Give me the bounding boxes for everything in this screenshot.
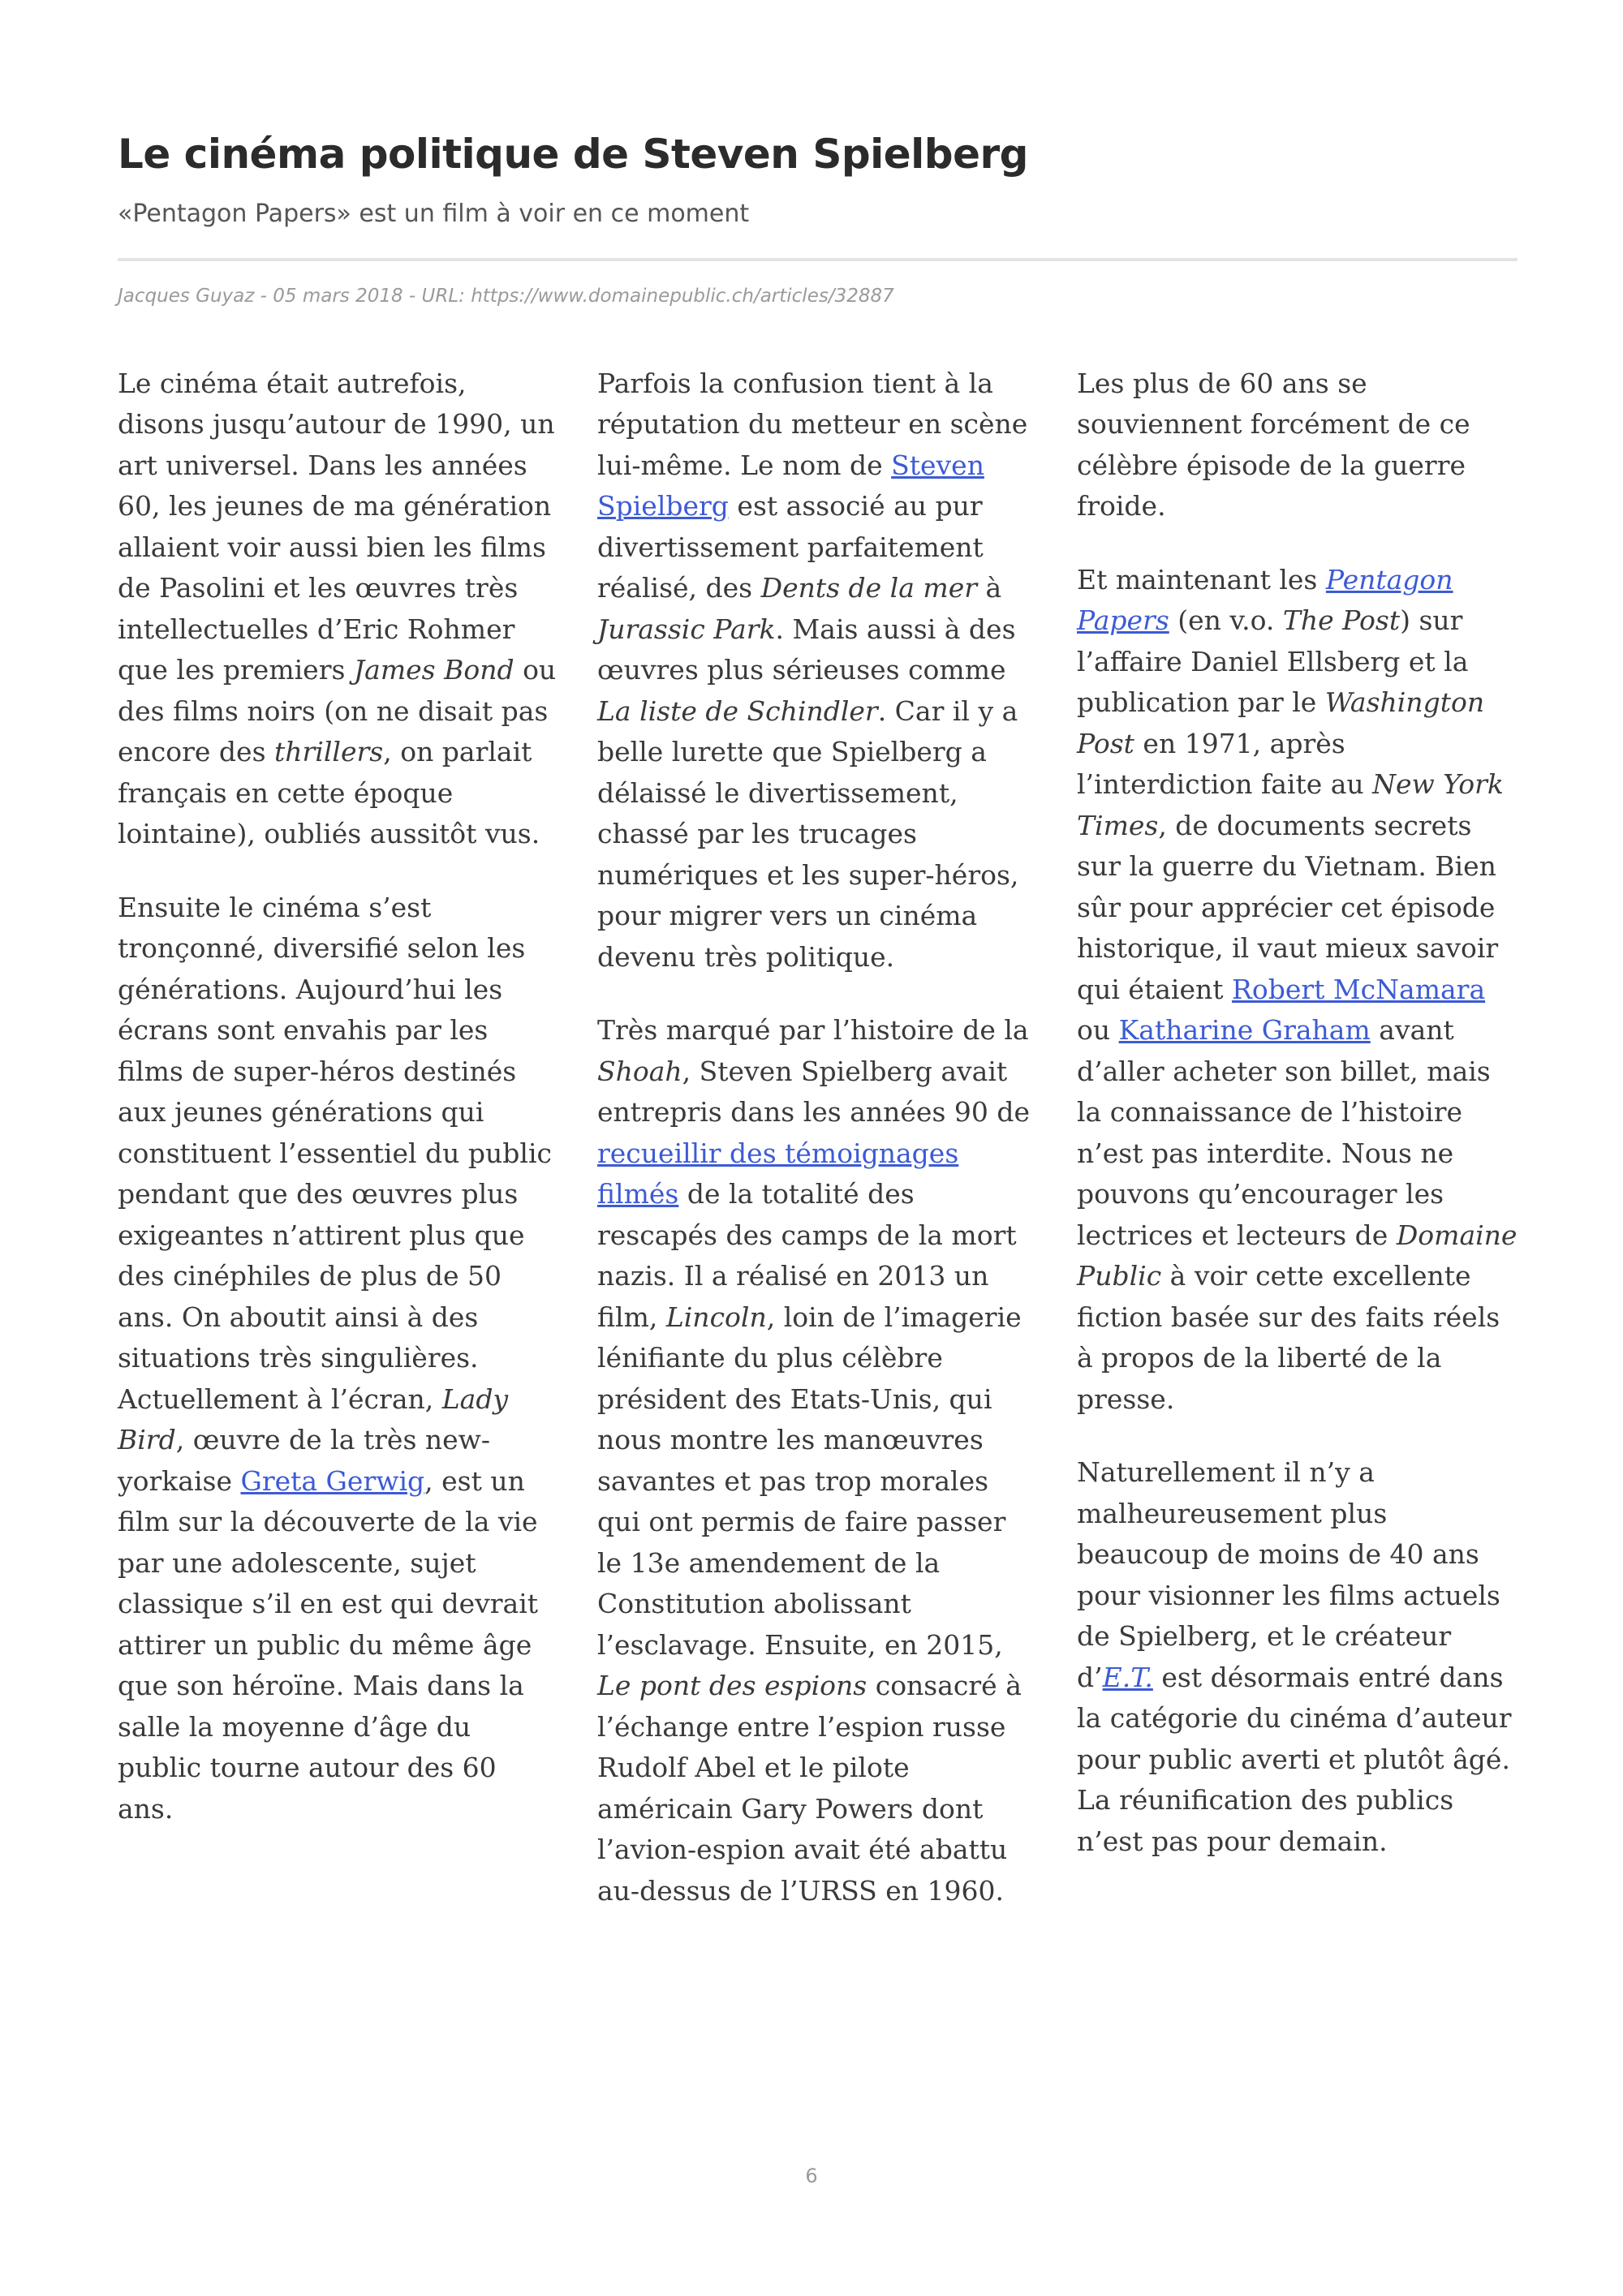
paragraph: Et maintenant les Pentagon Papers (en v.o. The Post) sur l’affaire Daniel Ellsberg et la publication par le Washington Post en 1971, après l’interdiction faite au New York Times, de documents secrets sur la guerre du Vietnam. Bien sûr pour apprécier cet épisode historique, il vaut mieux savoir qui étaient Robert McNamara ou Katharine Graham avant d’aller acheter son billet, mais la connaissance de l’histoire n’est pas interdite. Nous ne pouvons qu’encourager les lectrices et lecteurs de Domaine Public à voir cette excellente fiction basée sur des faits réels à propos de la liberté de la presse. xyxy=(1077,563,1518,1415)
divider xyxy=(118,258,1518,261)
paragraph: Parfois la confusion tient à la réputation du metteur en scène lui-même. Le nom de Steven Spielberg est associé au pur divertissement parfaitement réalisé, des Dents de la mer à Jurassic Park. Mais aussi à des œuvres plus sérieuses comme La liste de Schindler. Car il y a belle lurette que Spielberg a délaissé le divertissement, chassé par les trucages numériques et les super-héros, pour migrer vers un cinéma devenu très politique. xyxy=(597,367,1028,973)
link-steven-spielberg[interactable]: Steven Spielberg xyxy=(597,449,984,522)
link-katharine-graham[interactable]: Katharine Graham xyxy=(1118,1014,1371,1047)
paragraph: Ensuite le cinéma s’est tronçonné, diversifié selon les générations. Aujourd’hui les écrans sont envahis par les films de super-héros destinés aux jeunes générations qui constituent l’essentiel du public pendant que des œuvres plus exigeantes n’attirent plus que des cinéphiles de plus de 50 ans. On aboutit ainsi à des situations très singulières. Actuellement à l’écran, Lady Bird, œuvre de la très new-yorkaise Greta Gerwig, est un film sur la découverte de la vie par une adolescente, sujet classique s’il en est qui devrait attirer un public du même âge que son héroïne. Mais dans la salle la moyenne d’âge du public tourne autour des 60 ans. xyxy=(118,891,552,1825)
article-body xyxy=(118,363,1518,1945)
column-2 xyxy=(597,363,1038,1945)
paragraph: Naturellement il n’y a malheureusement plus beaucoup de moins de 40 ans pour visionner les films actuels de Spielberg, et le créateur d’E.T. est désormais entré dans la catégorie du cinéma d’auteur pour public averti et plutôt âgé. La réunification des publics n’est pas pour demain. xyxy=(1077,1456,1512,1857)
link-robert-mcnamara[interactable]: Robert McNamara xyxy=(1231,973,1486,1005)
article xyxy=(118,130,1518,1944)
page-number: 6 xyxy=(805,2165,818,2187)
paragraph: Les plus de 60 ans se souviennent forcément de ce célèbre épisode de la guerre froide. xyxy=(1077,367,1470,522)
column-3 xyxy=(1077,363,1518,1945)
link-greta-gerwig[interactable]: Greta Gerwig xyxy=(240,1464,425,1497)
paragraph: Le cinéma était autrefois, disons jusqu’autour de 1990, un art universel. Dans les années 60, les jeunes de ma génération allaient voir aussi bien les films de Pasolini et les œuvres très intellectuelles d’Eric Rohmer que les premiers James Bond ou des films noirs (on ne disait pas encore des thrillers, on parlait français en cette époque lointaine), oubliés aussitôt vus. xyxy=(118,367,557,850)
paragraph: Très marqué par l’histoire de la Shoah, Steven Spielberg avait entrepris dans les années 90 de recueillir des témoignages filmés de la totalité des rescapés des camps de la mort nazis. Il a réalisé en 2013 un film, Lincoln, loin de l’imagerie lénifiante du plus célèbre président des Etats-Unis, qui nous montre les manœuvres savantes et pas trop morales qui ont permis de faire passer le 13e amendement de la Constitution abolissant l’esclavage. Ensuite, en 2015, Le pont des espions consacré à l’échange entre l’espion russe Rudolf Abel et le pilote américain Gary Powers dont l’avion-espion avait été abattu au-dessus de l’URSS en 1960. xyxy=(597,1014,1031,1907)
column-1 xyxy=(118,363,558,1945)
link-pentagon-papers[interactable]: Pentagon Papers xyxy=(1077,563,1453,637)
article-title: Le cinéma politique de Steven Spielberg xyxy=(118,131,1028,178)
article-meta: Jacques Guyaz - 05 mars 2018 - URL: https://www.domainepublic.ch/articles/32887 xyxy=(118,286,894,307)
link-temoignages[interactable]: recueillir des témoignages filmés xyxy=(597,1137,959,1210)
article-subtitle: «Pentagon Papers» est un film à voir en ce moment xyxy=(118,200,750,228)
link-et[interactable]: E.T. xyxy=(1102,1661,1153,1693)
